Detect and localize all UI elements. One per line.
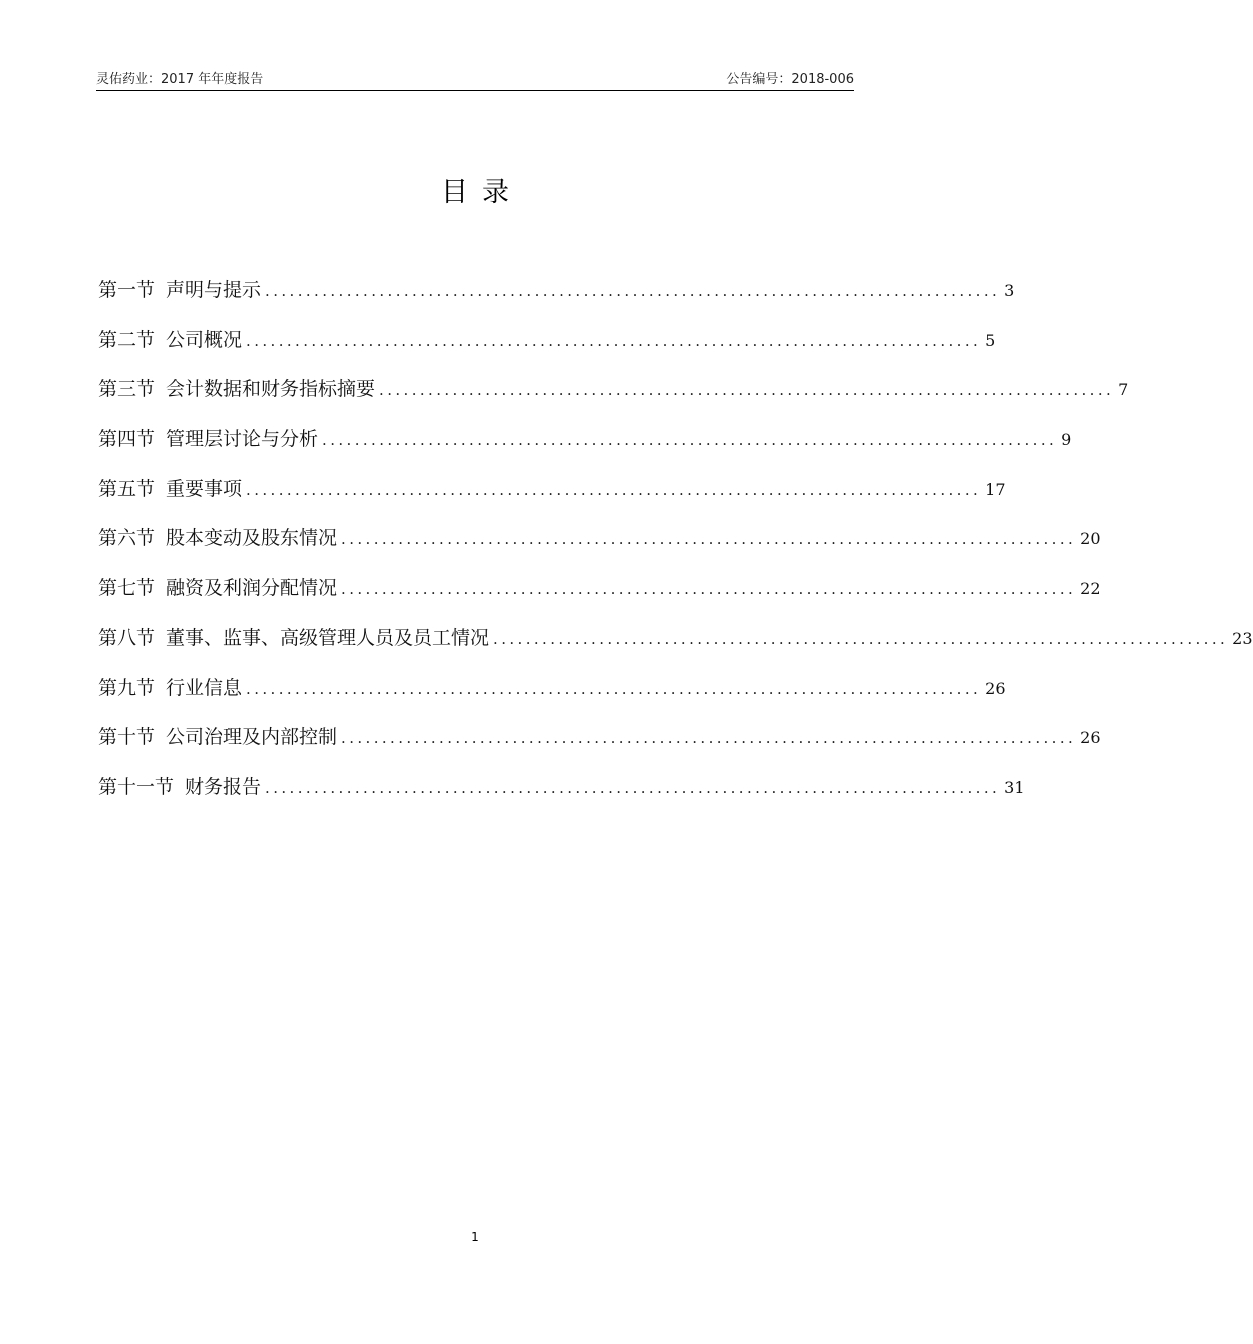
toc-entry[interactable] <box>98 474 1006 524</box>
toc-dot-leader: .......................................................................................... <box>246 480 982 499</box>
header-report-title: 灵佑药业：2017 年年度报告 <box>96 72 264 87</box>
toc-page-number: 23 <box>1232 628 1253 648</box>
toc-dot-leader: .......................................................................................... <box>379 381 1115 400</box>
toc-section-number: 第八节 <box>98 626 156 649</box>
footer-page-number: 1 <box>471 1230 479 1244</box>
toc-entry[interactable] <box>98 374 1129 424</box>
toc-section-title: 股本变动及股东情况 <box>166 527 338 550</box>
toc-section-title: 重要事项 <box>166 477 243 500</box>
toc-page-number: 26 <box>1080 728 1101 748</box>
toc-section-number: 第二节 <box>98 328 156 351</box>
toc-entry[interactable] <box>98 424 1072 474</box>
toc-dot-leader: .......................................................................................... <box>265 778 1001 797</box>
toc-page-number: 31 <box>1004 777 1025 797</box>
toc-section-title: 会计数据和财务指标摘要 <box>166 378 376 401</box>
toc-entry[interactable] <box>98 623 1253 673</box>
table-of-contents <box>98 275 1253 822</box>
toc-section-title: 财务报告 <box>185 775 262 798</box>
toc-page-number: 3 <box>1004 281 1015 300</box>
page-title: 目录 <box>441 177 523 208</box>
toc-section-title: 公司治理及内部控制 <box>166 726 338 749</box>
page-header <box>96 64 854 91</box>
toc-page-number: 22 <box>1080 579 1101 599</box>
toc-page-number: 26 <box>985 678 1006 698</box>
toc-page-number: 17 <box>985 479 1006 499</box>
toc-section-title: 董事、监事、高级管理人员及员工情况 <box>166 626 490 649</box>
toc-entry[interactable] <box>98 523 1101 573</box>
toc-section-title: 声明与提示 <box>166 279 262 301</box>
toc-section-number: 第三节 <box>98 378 156 401</box>
toc-page-number: 7 <box>1118 380 1129 400</box>
toc-section-title: 管理层讨论与分析 <box>166 428 319 451</box>
toc-section-number: 第四节 <box>98 428 156 451</box>
toc-entry[interactable] <box>98 275 1015 325</box>
toc-dot-leader: .......................................................................................... <box>341 729 1077 748</box>
header-announcement-number: 公告编号：2018-006 <box>726 72 854 87</box>
toc-entry[interactable] <box>98 325 996 375</box>
toc-section-title: 融资及利润分配情况 <box>166 577 338 600</box>
toc-dot-leader: .......................................................................................... <box>493 629 1229 648</box>
toc-entry[interactable] <box>98 673 1006 723</box>
toc-section-number: 第九节 <box>98 676 156 699</box>
toc-entry[interactable] <box>98 772 1025 822</box>
toc-dot-leader: .......................................................................................... <box>322 431 1058 450</box>
toc-section-number: 第五节 <box>98 477 156 500</box>
toc-page-number: 20 <box>1080 529 1101 549</box>
toc-section-number: 第一节 <box>98 279 156 301</box>
toc-section-number: 第六节 <box>98 527 156 550</box>
toc-section-title: 公司概况 <box>166 328 243 351</box>
toc-dot-leader: .......................................................................................... <box>341 530 1077 549</box>
toc-dot-leader: .......................................................................................... <box>341 580 1077 599</box>
toc-section-number: 第七节 <box>98 577 156 600</box>
toc-page-number: 5 <box>985 330 996 350</box>
toc-section-title: 行业信息 <box>166 676 243 699</box>
toc-entry[interactable] <box>98 722 1101 772</box>
toc-dot-leader: .......................................................................................... <box>265 282 1001 300</box>
toc-section-number: 第十一节 <box>98 775 175 798</box>
toc-section-number: 第十节 <box>98 726 156 749</box>
toc-dot-leader: .......................................................................................... <box>246 331 982 350</box>
toc-page-number: 9 <box>1061 430 1072 450</box>
toc-entry[interactable] <box>98 573 1101 623</box>
toc-dot-leader: .......................................................................................... <box>246 679 982 698</box>
